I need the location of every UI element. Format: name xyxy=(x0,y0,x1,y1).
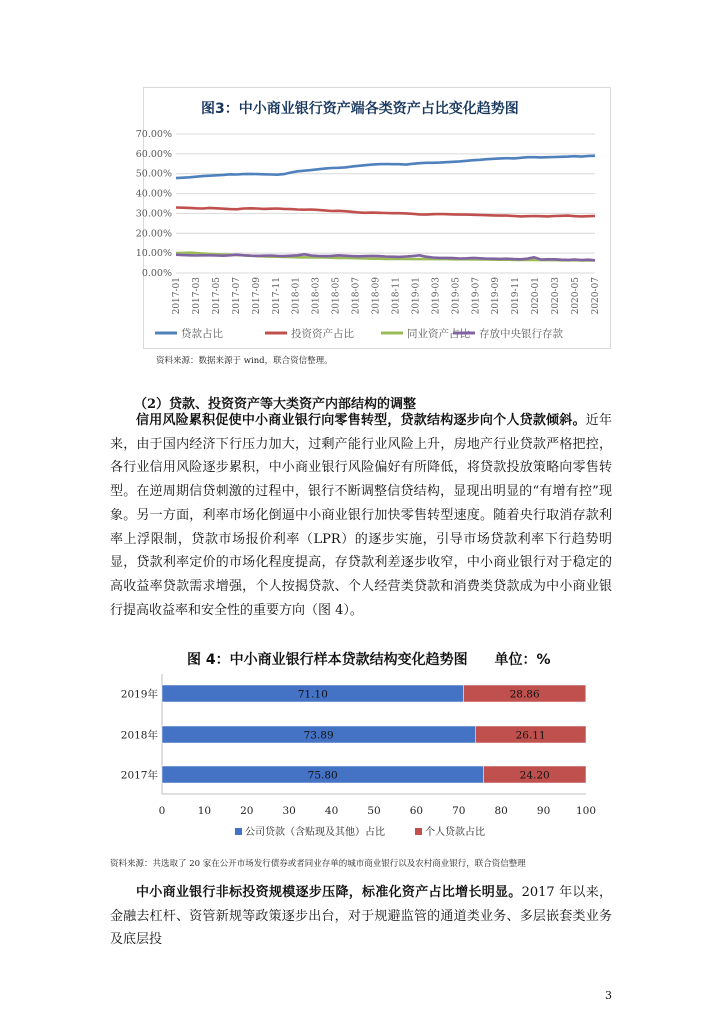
x-tick-label: 2018-11 xyxy=(391,277,402,315)
x-tick-label: 100 xyxy=(575,805,597,817)
x-tick-label: 2017-05 xyxy=(211,277,222,315)
figure-4 xyxy=(107,648,607,852)
x-tick-label: 2020-05 xyxy=(571,277,582,315)
x-tick-label: 2018-09 xyxy=(371,277,382,315)
x-tick-label: 2017-09 xyxy=(251,277,262,315)
x-tick-label: 2018-03 xyxy=(311,277,322,315)
bar-value-label: 75.80 xyxy=(307,769,338,782)
paragraph-1-body: 近年来，由于国内经济下行压力加大，过剩产能行业风险上升，房地产行业贷款严格把控，各行业信用风险逐步累积，中小商业银行风险偏好有所降低，将贷款投放策略向零售转型。在逆周期信贷刺激的过程中，银行不断调整信贷结构，显现出明显的“有增有控”现象。另一方面，利率市场化倒逼中小商业银行加快零售转型速度。随着央行取消存款利率上浮限制，贷款市场报价利率（LPR）的逐步实施，引导市场贷款利率下行趋势明显，贷款利率定价的市场化程度提高，存贷款利差逐步收窄，中小商业银行对于稳定的高收益率贷款需求增强，个人按揭贷款、个人经营类贷款和消费类贷款成为中小商业银行提高收益率和安全性的重要方向（图 4）。 xyxy=(110,413,612,618)
x-tick-label: 70 xyxy=(452,805,466,817)
x-tick-label: 2019-09 xyxy=(491,277,502,315)
y-tick-label: 40.00% xyxy=(135,188,172,200)
paragraph-1 xyxy=(110,409,612,622)
x-tick-label: 40 xyxy=(324,805,339,817)
paragraph-2 xyxy=(110,881,612,952)
x-tick-label: 60 xyxy=(409,805,424,817)
chart-fig3 xyxy=(135,87,611,349)
x-tick-label: 2018-01 xyxy=(291,277,302,315)
x-tick-label: 2017-11 xyxy=(271,277,282,315)
x-tick-label: 2019-11 xyxy=(511,277,522,315)
paragraph-1-lead: 信用风险累积促使中小商业银行向零售转型，贷款结构逐步向个人贷款倾斜。 xyxy=(136,413,586,428)
x-tick-label: 2020-01 xyxy=(531,277,542,315)
section-heading: （2）贷款、投资资产等大类资产内部结构的调整 xyxy=(134,397,417,412)
x-tick-label: 2017-01 xyxy=(172,277,182,315)
x-tick-label: 2018-05 xyxy=(331,277,342,315)
legend-label: 公司贷款（含贴现及其他）占比 xyxy=(245,827,385,838)
legend-label: 个人贷款占比 xyxy=(425,827,485,838)
category-label: 2017年 xyxy=(120,769,158,782)
y-tick-label: 50.00% xyxy=(135,168,172,180)
x-tick-label: 50 xyxy=(367,805,381,817)
fig4-title-text: 图 4：中小商业银行样本贷款结构变化趋势图 xyxy=(187,652,468,668)
x-tick-label: 2019-01 xyxy=(411,277,422,315)
x-tick-label: 80 xyxy=(494,805,508,817)
y-tick-label: 60.00% xyxy=(135,148,172,160)
x-tick-label: 20 xyxy=(240,805,254,817)
y-tick-label: 20.00% xyxy=(135,228,172,240)
page-number: 3 xyxy=(605,989,612,1002)
bar-value-label: 73.89 xyxy=(303,729,334,742)
x-tick-label: 30 xyxy=(282,805,296,817)
y-tick-label: 30.00% xyxy=(135,208,172,220)
fig4-unit: 单位：% xyxy=(494,652,551,668)
bar-value-label: 28.86 xyxy=(509,688,540,701)
x-tick-label: 2019-05 xyxy=(451,277,462,315)
fig3-source: 资料来源：数据来源于 wind，联合资信整理。 xyxy=(156,356,333,366)
x-tick-label: 90 xyxy=(536,805,551,817)
y-tick-label: 10.00% xyxy=(135,248,172,260)
category-label: 2019年 xyxy=(120,688,158,701)
x-tick-label: 2017-03 xyxy=(191,277,202,315)
x-tick-label: 10 xyxy=(197,805,212,817)
y-tick-label: 70.00% xyxy=(135,129,172,140)
x-tick-label: 2019-03 xyxy=(431,277,442,315)
bar-value-label: 26.11 xyxy=(515,729,546,742)
bar-value-label: 24.20 xyxy=(519,769,550,782)
legend-label: 投资资产占比 xyxy=(291,328,354,340)
bar-value-label: 71.10 xyxy=(297,688,328,701)
figure-3 xyxy=(135,87,611,349)
legend-label: 同业资产占比 xyxy=(407,328,470,340)
y-tick-label: 0.00% xyxy=(141,268,172,279)
category-label: 2018年 xyxy=(120,729,158,742)
chart-fig4 xyxy=(107,648,607,848)
paragraph-2-lead: 中小商业银行非标投资规模逐步压降，标准化资产占比增长明显。 xyxy=(136,885,522,900)
fig3-title: 图3：中小商业银行资产端各类资产占比变化趋势图 xyxy=(201,101,519,117)
x-tick-label: 2018-07 xyxy=(351,277,362,315)
legend-swatch xyxy=(415,828,422,835)
x-tick-label: 2020-03 xyxy=(551,277,562,315)
legend-label: 贷款占比 xyxy=(181,328,223,340)
x-tick-label: 2019-07 xyxy=(471,277,482,315)
paragraph-2-body: 2017 年以来，金融去杠杆、资管新规等政策逐步出台，对于规避监管的通道类业务、多层嵌套类业务及底层投 xyxy=(110,885,612,948)
fig4-source: 资料来源：共选取了 20 家在公开市场发行债券或者同业存单的城市商业银行以及农村商业银行，联合资信整理 xyxy=(110,859,526,869)
legend-label: 存放中央银行存款 xyxy=(479,328,563,340)
x-tick-label: 2017-07 xyxy=(231,277,242,315)
x-tick-label: 2020-07 xyxy=(591,277,601,315)
legend-swatch xyxy=(235,828,242,835)
x-tick-label: 0 xyxy=(158,805,166,817)
